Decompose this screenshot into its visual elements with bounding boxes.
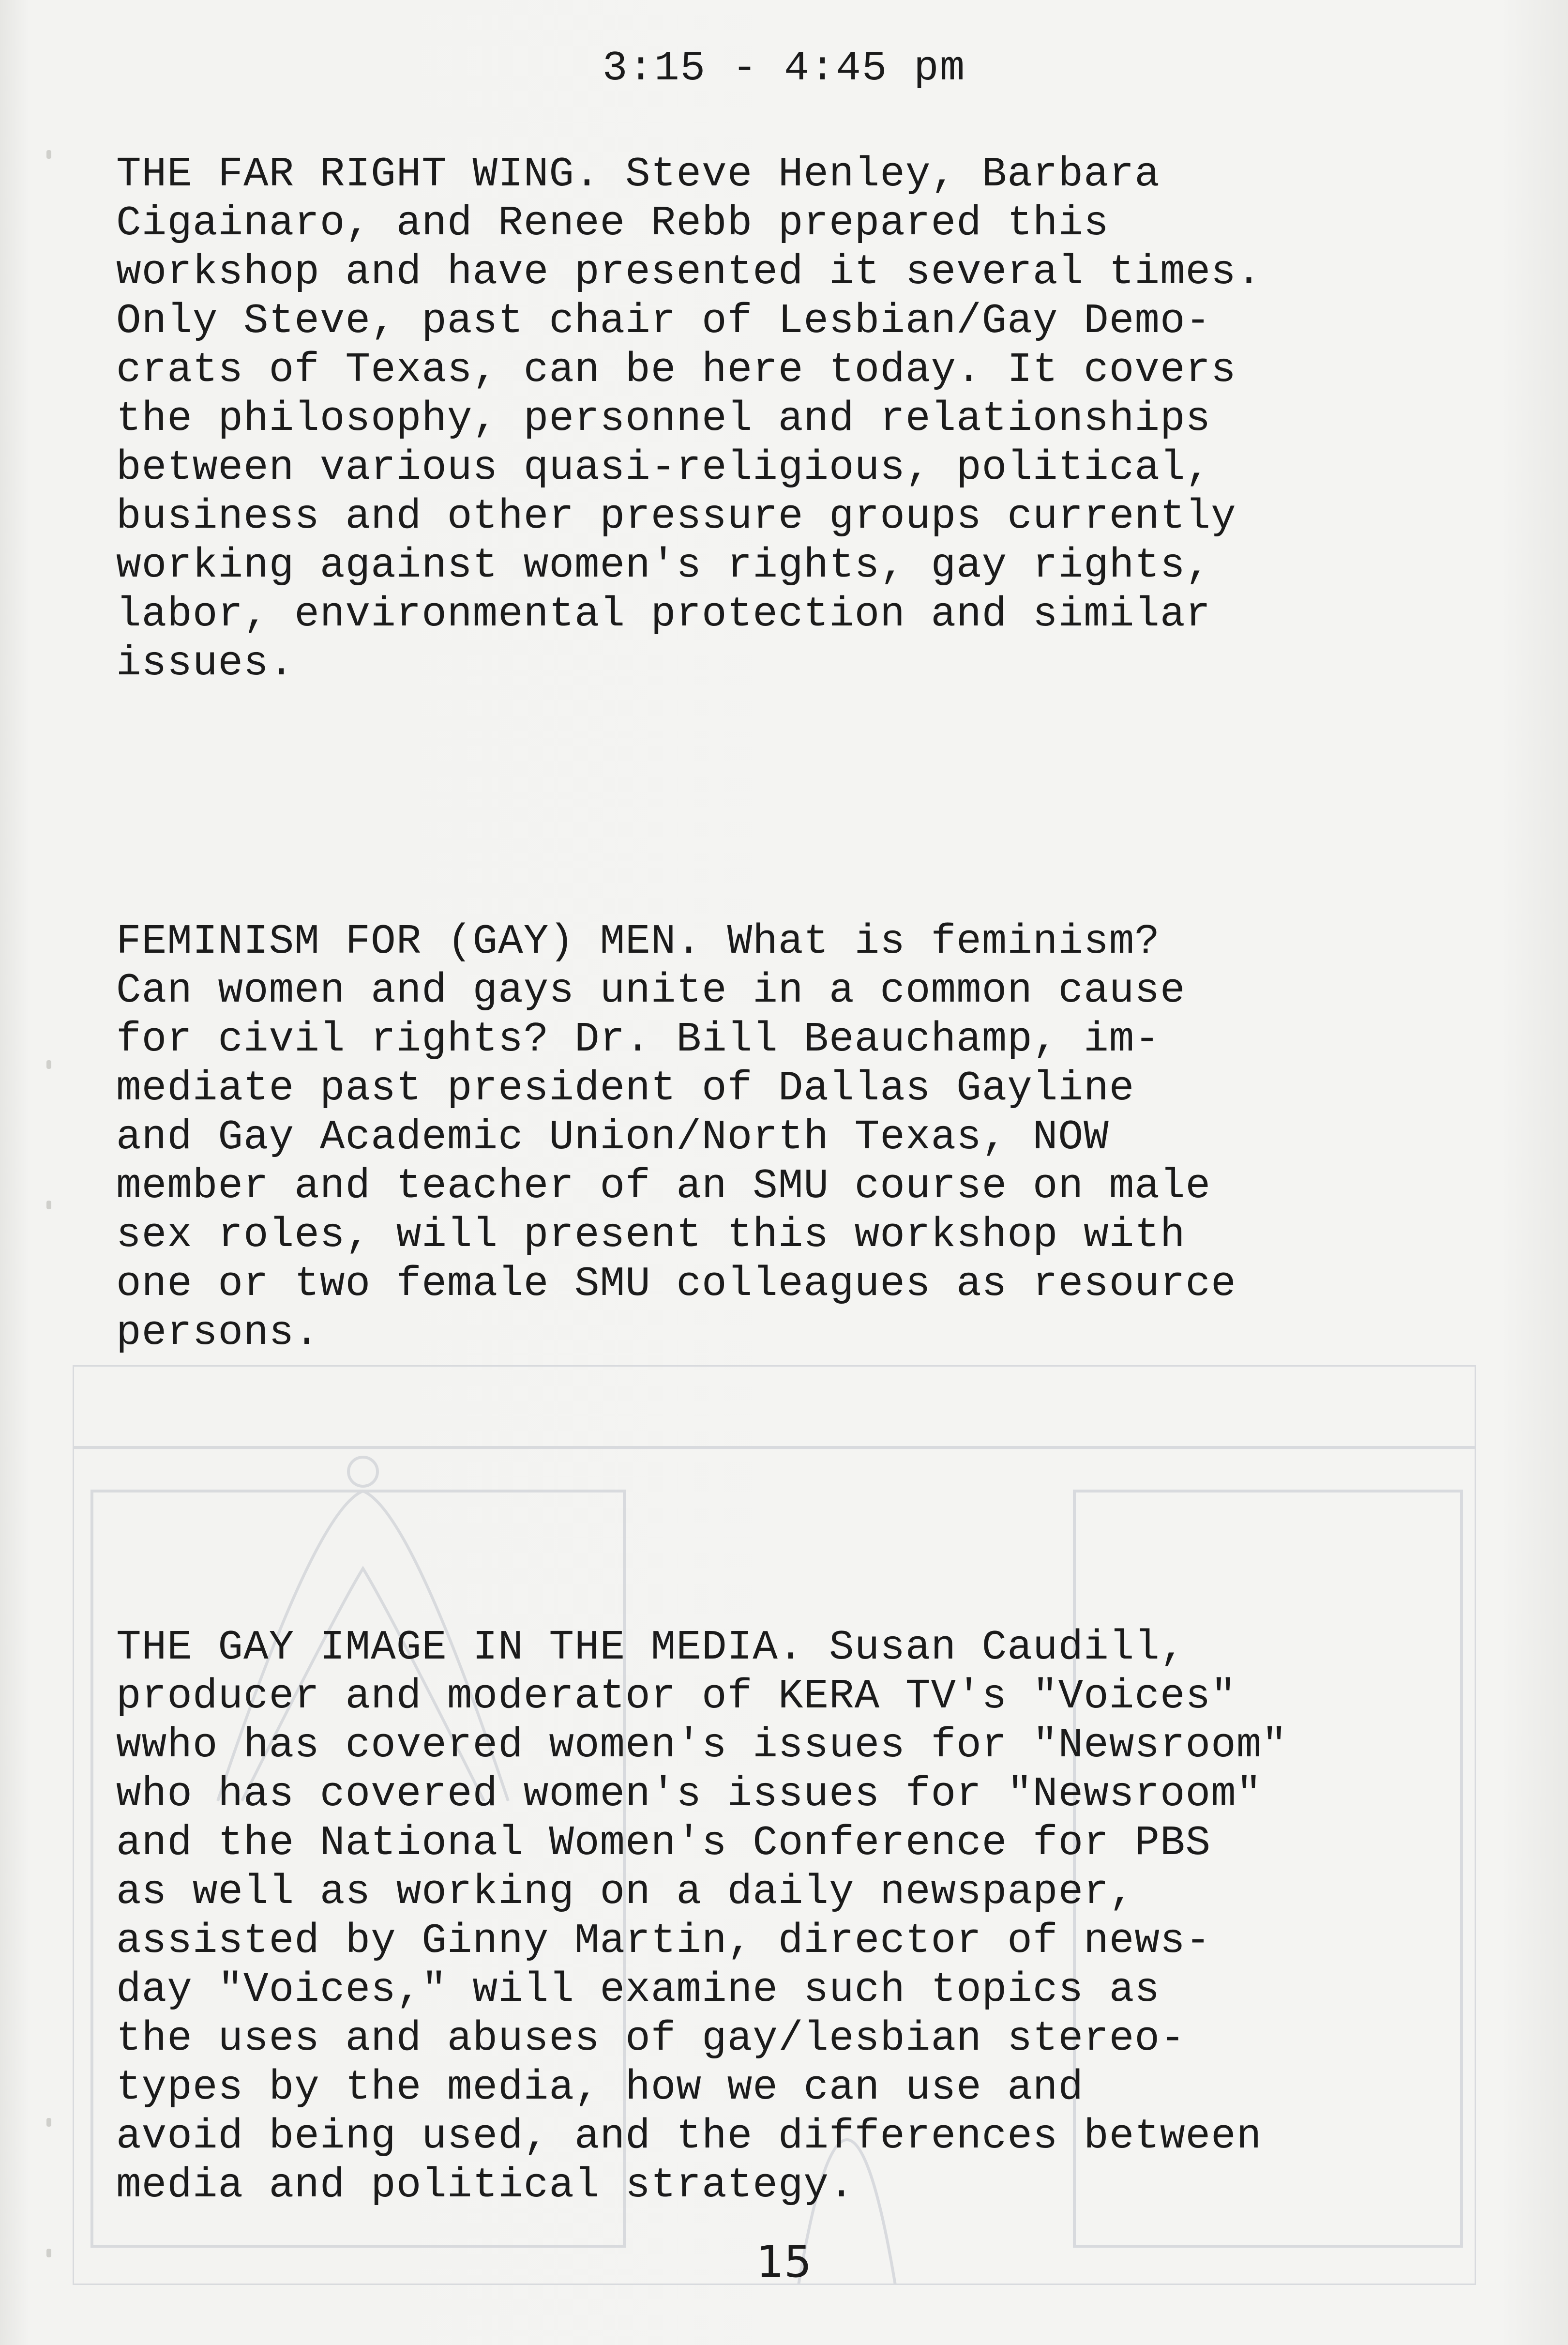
time-slot-heading: 3:15 - 4:45 pm <box>602 45 966 92</box>
workshop-far-right-wing: THE FAR RIGHT WING. Steve Henley, Barbara Cigainaro, and Renee Rebb prepared this workshop and have presented it several times. Only Steve, past chair of Lesbian/Gay Demo- crats of Texas, can be here today. It covers the philosophy, personnel and relationships between various quasi-religious, political, business and other pressure groups currently working against women's rights, gay rights, labor, environmental protection and similar issues. <box>116 151 1262 687</box>
workshop-gay-image-in-media: THE GAY IMAGE IN THE MEDIA. Susan Caudill, producer and moderator of KERA TV's "Voices" wwho has covered women's issues for "Newsroom" who has covered women's issues for "Newsroom" and the National Women's Conference for PBS as well as working on a daily newspaper, assisted by Ginny Martin, director of news- day "Voices," will examine such topics as the uses and abuses of gay/lesbian stereo- types by the media, how we can use and avoid being used, and the differences between media and political strategy. <box>116 1624 1287 2209</box>
workshop-feminism-for-gay-men: FEMINISM FOR (GAY) MEN. What is feminism? Can women and gays unite in a common cause for civil rights? Dr. Bill Beauchamp, im- mediate past president of Dallas Gayline and Gay Academic Union/North Texas, NOW member and teacher of an SMU course on male sex roles, will present this workshop with one or two female SMU colleagues as resource persons. <box>116 918 1236 1356</box>
page-number: 15 <box>756 2237 812 2287</box>
binding-mark <box>46 1201 51 1209</box>
binding-mark <box>46 150 51 159</box>
binding-mark <box>46 2118 51 2127</box>
binding-mark <box>46 1060 51 1069</box>
